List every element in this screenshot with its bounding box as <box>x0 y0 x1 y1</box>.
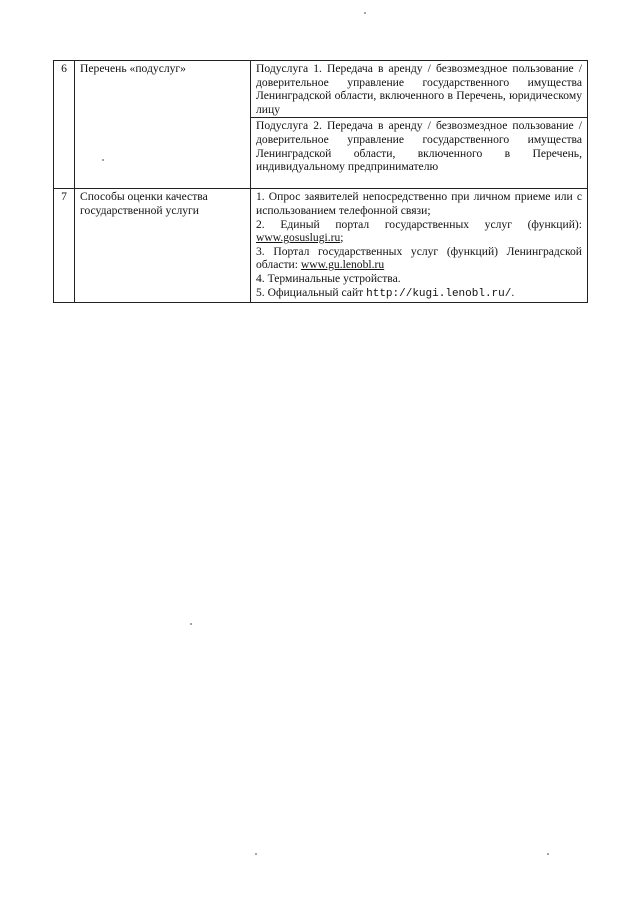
method-item: 1. Опрос заявителей непосредственно при личном приеме или с использованием телефонной связи; <box>256 190 582 217</box>
quality-methods <box>251 189 588 303</box>
subservice-1: Подуслуга 1. Передача в аренду / безвозмездное пользование / доверительное управление государственного имущества Ленинградской области, включенного в Перечень, юридическому лицу <box>251 61 588 118</box>
row-label: Способы оценки качества государственной услуги <box>75 189 251 303</box>
method-text: 3. Портал государственных услуг (функций) Ленинградской области: <box>256 244 582 272</box>
row-number: 6 <box>54 61 75 189</box>
kugi-url: http://kugi.lenobl.ru/ <box>366 287 512 300</box>
method-item <box>256 245 582 272</box>
row-label: Перечень «подуслуг» <box>75 61 251 189</box>
scan-speck <box>102 159 104 161</box>
row-number: 7 <box>54 189 75 303</box>
services-table <box>53 60 588 303</box>
table-row <box>54 189 588 303</box>
method-text: ; <box>340 231 344 245</box>
scan-speck <box>547 853 549 855</box>
scan-speck <box>190 623 192 625</box>
method-text: 5. Официальный сайт <box>256 285 367 299</box>
lenobl-link[interactable]: www.gu.lenobl.ru <box>300 258 385 272</box>
table-row <box>54 61 588 118</box>
scan-speck <box>364 12 366 14</box>
method-item <box>256 286 582 302</box>
scan-speck <box>255 853 257 855</box>
method-text: 2. Единый портал государственных услуг (функций): <box>256 217 582 231</box>
subservice-2: Подуслуга 2. Передача в аренду / безвозмездное пользование / доверительное управление государственного имущества Ленинградской области, включенного в Перечень, индивидуальному предпринимателю <box>251 118 588 189</box>
method-item: 4. Терминальные устройства. <box>256 271 401 285</box>
gosuslugi-link[interactable]: www.gosuslugi.ru <box>256 231 341 245</box>
method-text: . <box>511 285 515 299</box>
method-item <box>256 218 582 245</box>
